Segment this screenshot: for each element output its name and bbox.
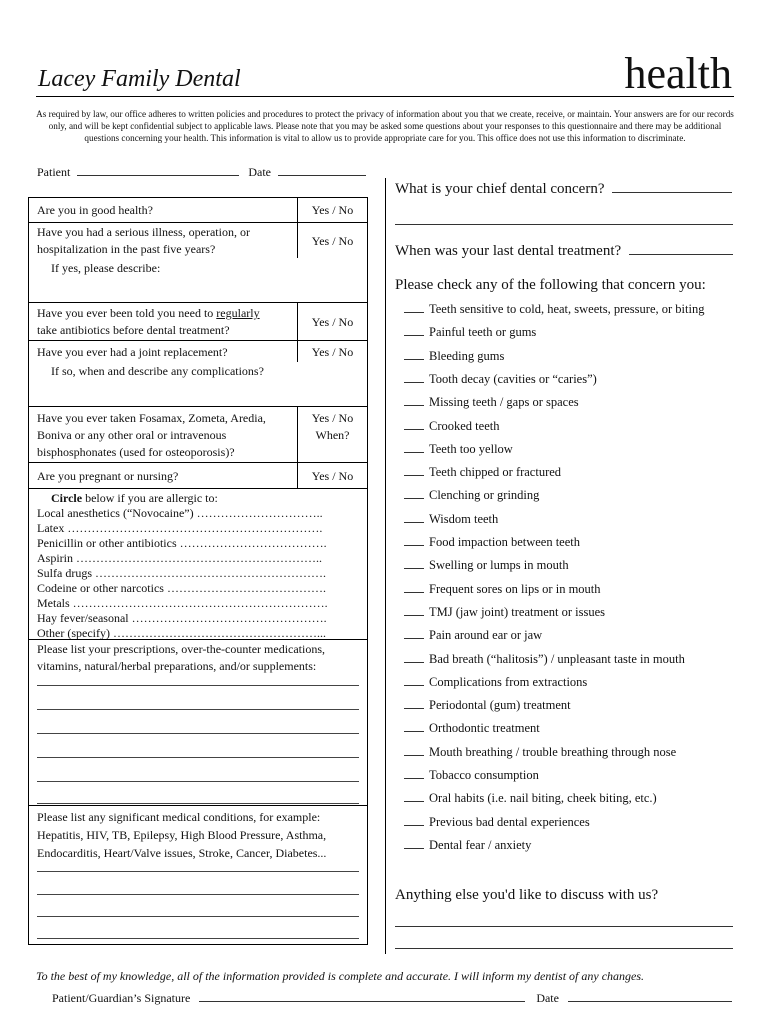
- prescriptions-line[interactable]: [37, 803, 359, 804]
- last-treatment-row: [395, 243, 733, 260]
- concern-label: Oral habits (i.e. nail biting, cheek biting, etc.): [429, 791, 657, 806]
- concern-label: Missing teeth / gaps or spaces: [429, 395, 579, 410]
- conditions-line[interactable]: [37, 938, 359, 939]
- signature-row: [52, 991, 732, 1006]
- prescriptions-line[interactable]: [37, 685, 359, 686]
- allergy-item[interactable]: Latex ……………………………………………………….: [37, 521, 323, 535]
- yes-no-when-option[interactable]: [297, 407, 367, 462]
- question-text: Have you ever been told you need to regularly take antibiotics before dental treatment?: [37, 306, 260, 337]
- concern-item[interactable]: [404, 349, 504, 364]
- question-antibiotics: [29, 303, 367, 341]
- conditions-line[interactable]: [37, 871, 359, 872]
- concern-checkbox-blank[interactable]: [404, 638, 424, 639]
- prescriptions-line[interactable]: [37, 709, 359, 710]
- concern-checkbox-blank[interactable]: [404, 382, 424, 383]
- concern-label: Periodontal (gum) treatment: [429, 698, 571, 713]
- concern-item[interactable]: [404, 465, 561, 480]
- question-text: Have you had a serious illness, operation, or hospitalization in the past five years?: [37, 225, 250, 256]
- question-bisphosphonates: [29, 407, 367, 463]
- conditions-line[interactable]: [37, 894, 359, 895]
- allergy-item[interactable]: Metals ……………………………………………………….: [37, 596, 328, 610]
- concern-item[interactable]: [404, 488, 539, 503]
- concern-item[interactable]: [404, 325, 536, 340]
- patient-label: Patient: [37, 165, 71, 179]
- concern-label: Dental fear / anxiety: [429, 837, 532, 852]
- question-text: Have you ever taken Fosamax, Zometa, Aredia, Boniva or any other oral or intravenous bisphosphonates (used for osteoporosis)?: [37, 411, 266, 459]
- concern-checkbox-blank[interactable]: [404, 685, 424, 686]
- section-divider: [29, 639, 367, 640]
- concern-label: Swelling or lumps in mouth: [429, 558, 569, 573]
- yes-no-label: Yes / No: [311, 411, 354, 425]
- concern-item[interactable]: [404, 535, 580, 550]
- concern-label: Previous bad dental experiences: [429, 814, 590, 829]
- yes-no-option[interactable]: Yes / No: [297, 463, 367, 488]
- column-divider: [385, 178, 386, 954]
- concern-item[interactable]: [404, 838, 531, 853]
- yes-no-option[interactable]: Yes / No: [297, 303, 367, 340]
- question-text: Are you pregnant or nursing?: [37, 469, 179, 483]
- concern-checkbox-blank[interactable]: [404, 498, 424, 499]
- concern-checkbox-blank[interactable]: [404, 452, 424, 453]
- concern-item[interactable]: [404, 395, 579, 410]
- concern-label: Complications from extractions: [429, 674, 588, 689]
- concern-item[interactable]: [404, 745, 676, 760]
- page-title: health: [624, 49, 732, 98]
- concern-label: TMJ (jaw joint) treatment or issues: [429, 604, 606, 619]
- concern-label: Food impaction between teeth: [429, 535, 581, 549]
- patient-row: [37, 165, 366, 180]
- concern-item[interactable]: [404, 675, 587, 690]
- describe-prompt: If so, when and describe any complications?: [51, 364, 264, 378]
- prescriptions-line[interactable]: [37, 733, 359, 734]
- concern-checkbox-blank[interactable]: [404, 568, 424, 569]
- concern-label: Frequent sores on lips or in mouth: [429, 581, 601, 596]
- concern-checkbox-blank[interactable]: [404, 429, 424, 430]
- chief-concern-line[interactable]: [395, 224, 733, 225]
- anything-else-line[interactable]: [395, 926, 733, 927]
- concern-checkbox-blank[interactable]: [404, 825, 424, 826]
- last-treatment-field[interactable]: [629, 254, 733, 255]
- concern-checkbox-blank[interactable]: [404, 662, 424, 663]
- prescriptions-line[interactable]: [37, 781, 359, 782]
- concern-checkbox-blank[interactable]: [404, 848, 424, 849]
- concern-item[interactable]: [404, 605, 605, 620]
- concern-item[interactable]: [404, 815, 590, 830]
- chief-concern-field[interactable]: [612, 192, 732, 193]
- concern-item[interactable]: [404, 419, 499, 434]
- allergy-section: [37, 491, 357, 641]
- concern-item[interactable]: [404, 791, 657, 806]
- date-label: Date: [248, 165, 271, 179]
- concern-item[interactable]: [404, 442, 513, 457]
- concern-checkbox-blank[interactable]: [404, 359, 424, 360]
- question-text: Are you in good health?: [37, 203, 153, 217]
- prescriptions-line[interactable]: [37, 757, 359, 758]
- concern-checkbox-blank[interactable]: [404, 615, 424, 616]
- concern-item[interactable]: [404, 698, 571, 713]
- header-rule: [36, 96, 734, 97]
- concern-checkbox-blank[interactable]: [404, 335, 424, 336]
- question-joint-replacement: [29, 341, 367, 407]
- concern-item[interactable]: [404, 302, 704, 317]
- concern-label: Teeth chipped or fractured: [429, 465, 562, 480]
- allergy-item[interactable]: Sulfa drugs ………………………………………………….: [37, 566, 326, 580]
- chief-concern-row: [395, 181, 732, 198]
- concern-item[interactable]: [404, 558, 569, 573]
- signature-date-field[interactable]: [568, 1001, 732, 1002]
- yes-no-option[interactable]: Yes / No: [297, 198, 367, 222]
- last-treatment-label: When was your last dental treatment?: [395, 243, 622, 259]
- allergy-item[interactable]: Codeine or other narcotics ………………………………….: [37, 581, 326, 595]
- concern-label: Crooked teeth: [429, 418, 500, 433]
- privacy-notice: As required by law, our office adheres to written policies and procedures to protect the privacy of information about you that we create, receive, or maintain. Your answers are for our records only, and will be kept confidential subject to applicable laws. Please note that you may be asked some questions about your responses to this questionnaire and there may be additional questions concerning your health. This information is vital to allow us to provide appropriate care for you. This office does not use this information to discriminate.: [36, 109, 734, 143]
- question-serious-illness: [29, 223, 367, 303]
- concern-checkbox-blank[interactable]: [404, 731, 424, 732]
- concern-checkbox-blank[interactable]: [404, 708, 424, 709]
- practice-name: Lacey Family Dental: [38, 66, 241, 92]
- prescriptions-prompt: Please list your prescriptions, over-the-counter medications, vitamins, natural/herbal preparations, and/or supplements:: [37, 642, 326, 673]
- signature-label: Patient/Guardian’s Signature: [52, 991, 191, 1005]
- concern-label: Tooth decay (cavities or “caries”): [429, 371, 597, 386]
- concern-label: Painful teeth or gums: [429, 325, 537, 340]
- concern-label: Mouth breathing / trouble breathing through nose: [429, 744, 677, 759]
- question-good-health: [29, 198, 367, 223]
- concern-label: Pain around ear or jaw: [429, 628, 543, 643]
- concern-label: Bleeding gums: [429, 348, 505, 363]
- patient-date-field[interactable]: [278, 175, 366, 176]
- yes-no-option[interactable]: Yes / No: [297, 341, 367, 362]
- allergy-item[interactable]: Other (specify) ……………………………………………...: [37, 626, 326, 640]
- concern-label: Teeth too yellow: [429, 441, 513, 456]
- yes-no-option[interactable]: Yes / No: [297, 223, 367, 258]
- concern-checkbox-blank[interactable]: [404, 405, 424, 406]
- allergy-item[interactable]: Penicillin or other antibiotics ……………………………….: [37, 536, 327, 550]
- when-label: When?: [315, 428, 350, 442]
- concern-checkbox-blank[interactable]: [404, 801, 424, 802]
- concern-item[interactable]: [404, 768, 539, 783]
- concern-label: Orthodontic treatment: [429, 721, 540, 736]
- allergy-item[interactable]: Aspirin ……………………………………………………..: [37, 551, 322, 565]
- anything-else-label: Anything else you'd like to discuss with us?: [395, 887, 659, 903]
- concern-checkbox-blank[interactable]: [404, 545, 424, 546]
- conditions-line[interactable]: [37, 916, 359, 917]
- health-questions-box: [28, 197, 368, 945]
- concern-checkbox-blank[interactable]: [404, 312, 424, 313]
- concern-checklist-heading: Please check any of the following that concern you:: [395, 277, 706, 293]
- concern-checkbox-blank[interactable]: [404, 778, 424, 779]
- concern-item[interactable]: [404, 652, 685, 667]
- concern-checkbox-blank[interactable]: [404, 592, 424, 593]
- concern-label: Wisdom teeth: [429, 511, 499, 526]
- emphasis-regularly: regularly: [216, 306, 260, 320]
- chief-concern-label: What is your chief dental concern?: [395, 181, 605, 197]
- signature-field[interactable]: [199, 1001, 525, 1002]
- concern-label: Bad breath (“halitosis”) / unpleasant taste in mouth: [429, 651, 685, 666]
- concern-item[interactable]: [404, 512, 498, 527]
- describe-prompt: If yes, please describe:: [51, 261, 161, 275]
- concern-item[interactable]: [404, 628, 542, 643]
- allergy-item[interactable]: Hay fever/seasonal ………………………………………….: [37, 611, 327, 625]
- question-text: Have you ever had a joint replacement?: [37, 345, 228, 359]
- attestation-statement: To the best of my knowledge, all of the information provided is complete and accurate. I will inform my dentist of any changes.: [36, 969, 645, 983]
- anything-else-line[interactable]: [395, 948, 733, 949]
- conditions-prompt: Please list any significant medical conditions, for example: Hepatitis, HIV, TB, Epilepsy, High Blood Pressure, Asthma, Endocarditis, Heart/Valve issues, Stroke, Cancer, Diabetes...: [37, 810, 327, 860]
- concern-item[interactable]: [404, 721, 540, 736]
- signature-date-label: Date: [536, 991, 559, 1005]
- allergy-heading: Circle below if you are allergic to:: [51, 491, 218, 505]
- concern-item[interactable]: [404, 372, 597, 387]
- patient-name-field[interactable]: [77, 175, 239, 176]
- concern-label: Tobacco consumption: [429, 768, 539, 782]
- concern-checkbox-blank[interactable]: [404, 522, 424, 523]
- section-divider: [29, 805, 367, 806]
- concern-label: Teeth sensitive to cold, heat, sweets, pressure, or biting: [429, 302, 705, 316]
- concern-checkbox-blank[interactable]: [404, 755, 424, 756]
- allergy-item[interactable]: Local anesthetics (“Novocaine”) …………………………..: [37, 506, 323, 520]
- concern-checkbox-blank[interactable]: [404, 475, 424, 476]
- concern-item[interactable]: [404, 582, 601, 597]
- question-pregnant: [29, 463, 367, 489]
- concern-label: Clenching or grinding: [429, 488, 540, 503]
